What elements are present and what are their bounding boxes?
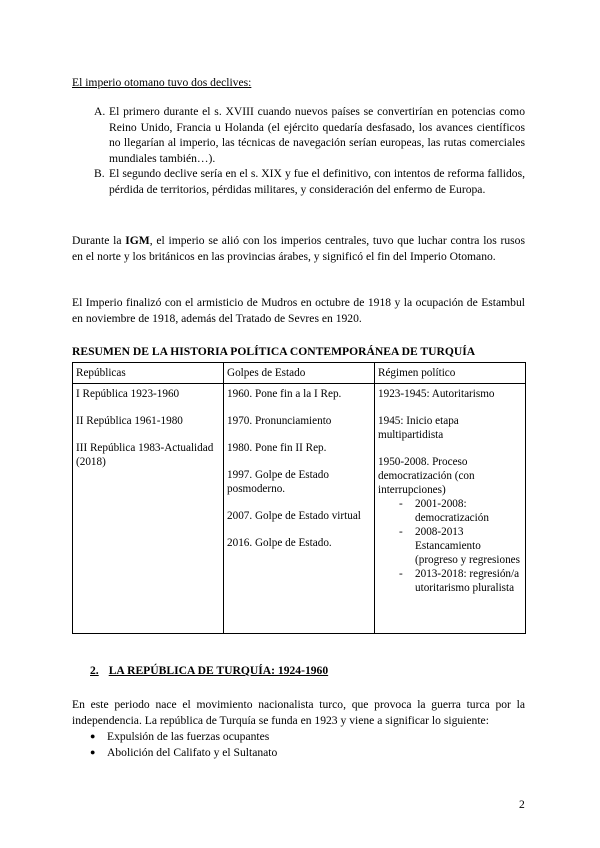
- bullet-icon: ●: [90, 731, 96, 741]
- bullet-text: Abolición del Califato y el Sultanato: [107, 746, 278, 759]
- decline-text: El primero durante el s. XVIII cuando nuevos países se convertirían en potencias como Reino Unido, Francia u Holanda (el ejército quedaría desfasado, los avances científicos no llegarían al imperio, las técnicas de navegación serían europeas, las rutas comerciales mundiales también…).: [109, 105, 525, 165]
- sub-dash: -: [399, 568, 403, 580]
- sub-dash: -: [399, 526, 403, 538]
- republic-item: II República 1961-1980: [76, 415, 183, 427]
- regime-subitem-text: 2001-2008: democratización: [415, 498, 489, 524]
- regime-subitem-text: 2008-2013 Estancamiento (progreso y regresiones: [415, 526, 521, 566]
- coups-cell: [224, 384, 375, 634]
- regime-item: 1923-1945: Autoritarismo: [378, 388, 495, 400]
- table-header-republics: Repúblicas: [73, 363, 224, 384]
- coup-item: 1960. Pone fin a la I Rep.: [227, 388, 342, 400]
- regime-subitem: [378, 525, 522, 567]
- table-title: RESUMEN DE LA HISTORIA POLÍTICA CONTEMPORÁNEA DE TURQUÍA: [72, 345, 476, 358]
- coup-item: 1970. Pronunciamiento: [227, 415, 332, 427]
- table-header-coups: Golpes de Estado: [224, 363, 375, 384]
- regime-item: 1950-2008. Proceso democratización (con interrupciones): [378, 456, 475, 496]
- decline-item-a: [94, 104, 525, 166]
- bullet-icon: ●: [90, 747, 96, 757]
- regime-cell: [375, 384, 526, 634]
- section-title: LA REPÚBLICA DE TURQUÍA: 1924-1960: [108, 664, 329, 677]
- history-table: [72, 362, 526, 634]
- coup-item: 1980. Pone fin II Rep.: [227, 442, 327, 454]
- decline-item-b: [94, 166, 525, 214]
- page-number: 2: [519, 798, 525, 811]
- republic-item: I República 1923-1960: [76, 388, 180, 400]
- regime-subitem: [378, 497, 522, 525]
- regime-item: 1945: Inicio etapa multipartidista: [378, 415, 459, 441]
- paragraph-text: , el imperio se alió con los imperios centrales, tuvo que luchar contra los rusos en el norte y los británicos en las provincias árabes, y significó el fin del Imperio Otomano.: [72, 234, 525, 263]
- section-number: 2.: [90, 664, 99, 677]
- section-paragraph: En este periodo nace el movimiento nacionalista turco, que provoca la guerra turca por la independencia. La república de Turquía se funda en 1923 y viene a significar lo siguiente:: [72, 698, 525, 727]
- regime-subitem-text: 2013-2018: regresión/autoritarismo pluralista: [415, 568, 520, 594]
- igm-bold: IGM: [125, 234, 150, 247]
- bullet-text: Expulsión de las fuerzas ocupantes: [107, 730, 270, 743]
- table-header-regime: Régimen político: [375, 363, 526, 384]
- paragraph-armistice: El Imperio finalizó con el armisticio de Mudros en octubre de 1918 y la ocupación de Estambul en noviembre de 1918, además del Tratado de Sevres en 1920.: [72, 296, 525, 325]
- intro-heading: El imperio otomano tuvo dos declives:: [72, 76, 252, 89]
- regime-subitem: [378, 567, 522, 595]
- coup-item: 2016. Golpe de Estado.: [227, 537, 332, 549]
- coup-item: 2007. Golpe de Estado virtual: [227, 510, 361, 522]
- decline-text: El segundo declive sería en el s. XIX y fue el definitivo, con intentos de reforma fallidos, pérdida de territorios, pérdidas militares, y consideración del enfermo de Europa.: [109, 167, 525, 196]
- republics-cell: [73, 384, 224, 634]
- paragraph-text: Durante la: [72, 234, 126, 247]
- coup-item: 1997. Golpe de Estado posmoderno.: [227, 469, 329, 495]
- section-heading: [90, 664, 328, 677]
- republic-item: III República 1983-Actualidad (2018): [76, 442, 214, 468]
- list-marker: A.: [94, 105, 106, 118]
- list-marker: B.: [94, 167, 105, 180]
- paragraph-igm: [72, 233, 525, 264]
- sub-dash: -: [399, 498, 403, 510]
